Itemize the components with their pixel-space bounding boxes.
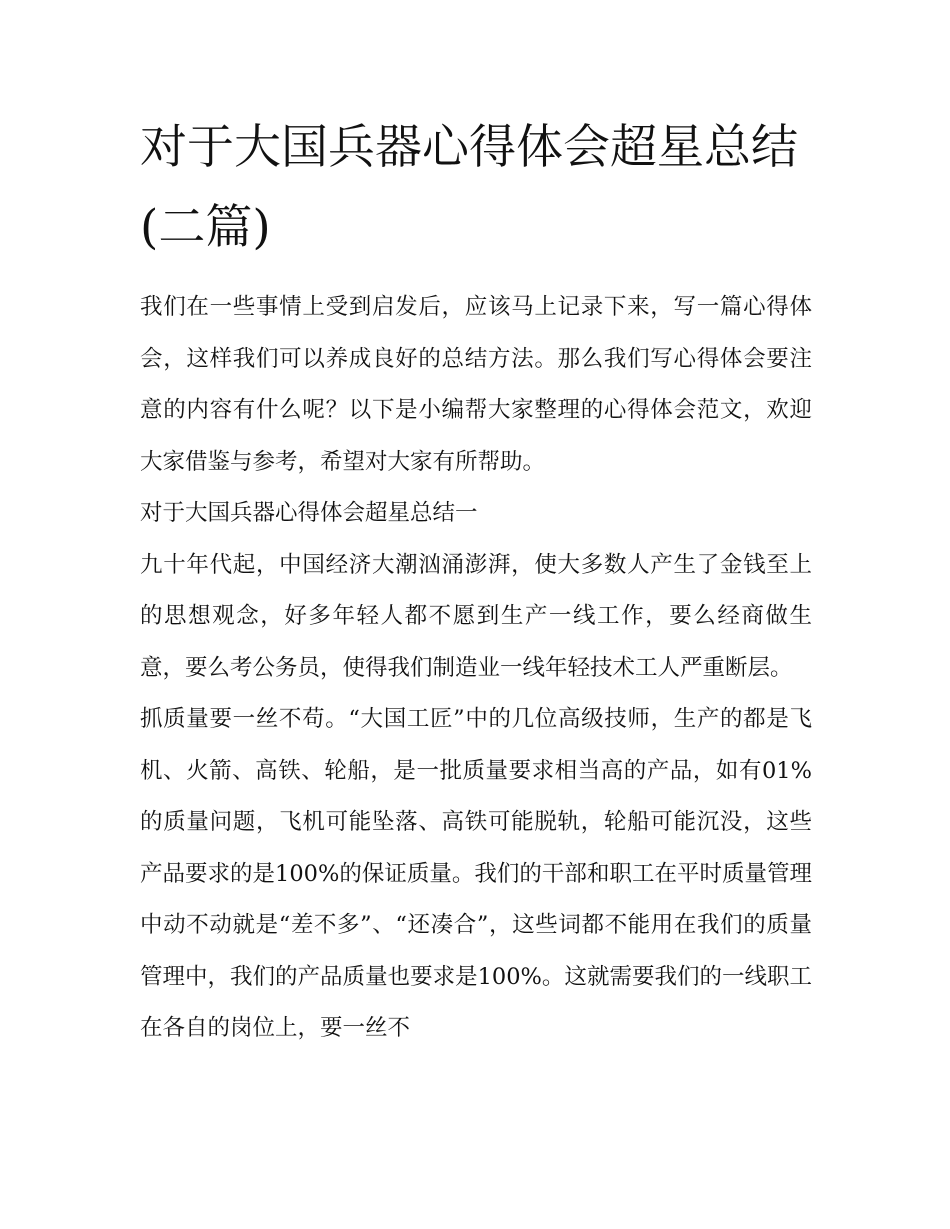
body-paragraph: 九十年代起，中国经济大潮汹涌澎湃，使大多数人产生了金钱至上的思想观念，好多年轻人都不愿到生产一线工作，要么经商做生意，要么考公务员，使得我们制造业一线年轻技术工人严重断层。 [140,551,812,681]
intro-paragraph: 我们在一些事情上受到启发后，应该马上记录下来，写一篇心得体会，这样我们可以养成良好的总结方法。那么我们写心得体会要注意的内容有什么呢？以下是小编帮大家整理的心得体会范文，欢迎大家借鉴与参考，希望对大家有所帮助。 [140,294,812,475]
body-paragraph: 抓质量要一丝不苟。“大国工匠”中的几位高级技师，生产的都是飞机、火箭、高铁、轮船，是一批质量要求相当高的产品，如有01%的质量问题，飞机可能坠落、高铁可能脱轨，轮船可能沉没，这些产品要求的是100%的保证质量。我们的干部和职工在平时质量管理中动不动就是“差不多”、“还凑合”，这些词都不能用在我们的质量管理中，我们的产品质量也要求是100%。这就需要我们的一线职工在各自的岗位上，要一丝不 [140,706,812,1041]
document-body [140,108,812,1055]
document-title: 对于大国兵器心得体会超星总结(二篇) [140,120,798,255]
section-heading: 对于大国兵器心得体会超星总结一 [140,500,478,526]
